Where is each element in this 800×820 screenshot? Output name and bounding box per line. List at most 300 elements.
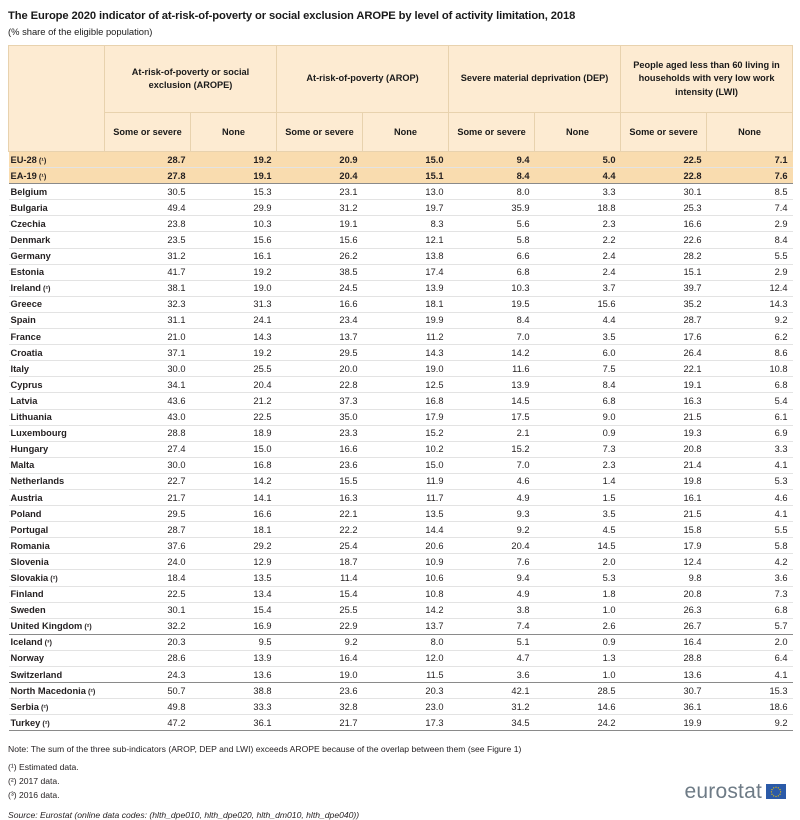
row-label: Turkey (²) xyxy=(9,715,105,731)
data-cell: 1.4 xyxy=(535,473,621,489)
data-cell: 21.0 xyxy=(105,329,191,345)
data-cell: 2.4 xyxy=(535,264,621,280)
data-cell: 4.2 xyxy=(707,554,793,570)
table-row xyxy=(9,232,793,248)
data-cell: 22.8 xyxy=(621,168,707,184)
data-cell: 20.4 xyxy=(277,168,363,184)
data-cell: 8.6 xyxy=(707,345,793,361)
data-cell: 19.1 xyxy=(621,377,707,393)
row-label: Malta xyxy=(9,457,105,473)
data-cell: 17.6 xyxy=(621,329,707,345)
data-cell: 22.5 xyxy=(105,586,191,602)
row-label: EU-28 (¹) xyxy=(9,152,105,168)
subheader-dep-none: None xyxy=(535,113,621,152)
data-cell: 16.1 xyxy=(621,489,707,505)
data-cell: 16.8 xyxy=(191,457,277,473)
data-cell: 23.4 xyxy=(277,312,363,328)
data-cell: 15.4 xyxy=(191,602,277,618)
data-cell: 9.5 xyxy=(191,634,277,650)
data-cell: 12.4 xyxy=(707,280,793,296)
data-cell: 11.6 xyxy=(449,361,535,377)
eurostat-wordmark: eurostat xyxy=(684,779,762,803)
data-cell: 32.8 xyxy=(277,699,363,715)
data-cell: 5.1 xyxy=(449,634,535,650)
data-cell: 35.9 xyxy=(449,200,535,216)
data-cell: 30.0 xyxy=(105,361,191,377)
data-cell: 19.9 xyxy=(621,715,707,731)
data-cell: 15.2 xyxy=(449,441,535,457)
data-cell: 11.7 xyxy=(363,489,449,505)
data-cell: 22.2 xyxy=(277,522,363,538)
subheader-dep-some: Some or severe xyxy=(449,113,535,152)
data-cell: 43.0 xyxy=(105,409,191,425)
data-cell: 19.0 xyxy=(191,280,277,296)
data-cell: 4.6 xyxy=(707,489,793,505)
data-cell: 15.6 xyxy=(535,296,621,312)
data-cell: 20.9 xyxy=(277,152,363,168)
data-cell: 24.2 xyxy=(535,715,621,731)
data-cell: 29.2 xyxy=(191,538,277,554)
data-cell: 20.6 xyxy=(363,538,449,554)
data-cell: 15.0 xyxy=(363,457,449,473)
row-label: Norway xyxy=(9,650,105,666)
data-cell: 38.1 xyxy=(105,280,191,296)
data-cell: 15.5 xyxy=(277,473,363,489)
data-cell: 17.4 xyxy=(363,264,449,280)
data-cell: 19.8 xyxy=(621,473,707,489)
data-cell: 2.6 xyxy=(535,618,621,634)
data-cell: 13.4 xyxy=(191,586,277,602)
data-cell: 4.4 xyxy=(535,312,621,328)
table-row xyxy=(9,538,793,554)
data-cell: 35.0 xyxy=(277,409,363,425)
data-cell: 31.2 xyxy=(449,699,535,715)
data-cell: 20.4 xyxy=(191,377,277,393)
data-cell: 4.9 xyxy=(449,586,535,602)
row-label: Denmark xyxy=(9,232,105,248)
data-cell: 14.2 xyxy=(363,602,449,618)
data-cell: 2.0 xyxy=(707,634,793,650)
data-cell: 36.1 xyxy=(191,715,277,731)
data-cell: 9.2 xyxy=(707,312,793,328)
table-row xyxy=(9,280,793,296)
data-cell: 19.0 xyxy=(277,667,363,683)
data-cell: 2.9 xyxy=(707,264,793,280)
table-row xyxy=(9,506,793,522)
data-cell: 11.5 xyxy=(363,667,449,683)
data-cell: 21.7 xyxy=(277,715,363,731)
subheader-lwi-some: Some or severe xyxy=(621,113,707,152)
source-line: Source: Eurostat (online data codes: (hlth_dpe010, hlth_dpe020, hlth_dm010, hlth_dpe040)) xyxy=(8,809,360,820)
data-cell: 10.8 xyxy=(363,586,449,602)
data-cell: 30.0 xyxy=(105,457,191,473)
data-cell: 28.2 xyxy=(621,248,707,264)
data-cell: 18.1 xyxy=(191,522,277,538)
data-cell: 3.7 xyxy=(535,280,621,296)
data-cell: 7.4 xyxy=(449,618,535,634)
data-cell: 23.6 xyxy=(277,457,363,473)
data-cell: 13.9 xyxy=(363,280,449,296)
data-cell: 22.7 xyxy=(105,473,191,489)
data-cell: 14.5 xyxy=(449,393,535,409)
data-cell: 6.8 xyxy=(449,264,535,280)
footnote-2: (²) 2017 data. xyxy=(8,776,60,786)
page-subtitle: (% share of the eligible population) xyxy=(8,26,153,37)
data-cell: 2.2 xyxy=(535,232,621,248)
data-cell: 6.0 xyxy=(535,345,621,361)
row-footnote-marker: (¹) xyxy=(36,171,47,181)
data-cell: 22.1 xyxy=(277,506,363,522)
data-cell: 9.2 xyxy=(277,634,363,650)
data-cell: 25.5 xyxy=(191,361,277,377)
data-cell: 14.3 xyxy=(191,329,277,345)
data-cell: 49.4 xyxy=(105,200,191,216)
row-footnote-marker: (¹) xyxy=(36,155,47,165)
data-cell: 16.9 xyxy=(191,618,277,634)
data-cell: 8.4 xyxy=(449,168,535,184)
data-cell: 24.1 xyxy=(191,312,277,328)
table-row xyxy=(9,634,793,650)
row-label: Portugal xyxy=(9,522,105,538)
data-cell: 15.6 xyxy=(191,232,277,248)
data-cell: 22.5 xyxy=(621,152,707,168)
data-cell: 2.0 xyxy=(535,554,621,570)
data-cell: 2.4 xyxy=(535,248,621,264)
data-cell: 0.9 xyxy=(535,634,621,650)
row-label: Switzerland xyxy=(9,667,105,683)
data-cell: 47.2 xyxy=(105,715,191,731)
data-cell: 7.6 xyxy=(449,554,535,570)
data-cell: 1.8 xyxy=(535,586,621,602)
data-cell: 16.6 xyxy=(277,441,363,457)
data-cell: 49.8 xyxy=(105,699,191,715)
row-footnote-marker: (²) xyxy=(82,622,92,632)
data-cell: 2.3 xyxy=(535,216,621,232)
data-cell: 11.4 xyxy=(277,570,363,586)
data-cell: 19.2 xyxy=(191,345,277,361)
data-cell: 30.1 xyxy=(105,602,191,618)
data-cell: 19.5 xyxy=(449,296,535,312)
row-label: Sweden xyxy=(9,602,105,618)
data-cell: 19.3 xyxy=(621,425,707,441)
data-cell: 18.8 xyxy=(535,200,621,216)
data-cell: 15.3 xyxy=(191,184,277,200)
data-cell: 13.7 xyxy=(277,329,363,345)
header-sub-row xyxy=(9,113,793,152)
data-cell: 4.1 xyxy=(707,667,793,683)
data-cell: 4.7 xyxy=(449,650,535,666)
header-corner-cell xyxy=(9,46,105,152)
data-cell: 15.0 xyxy=(191,441,277,457)
table-row xyxy=(9,715,793,731)
row-label: Luxembourg xyxy=(9,425,105,441)
data-cell: 26.3 xyxy=(621,602,707,618)
data-cell: 30.1 xyxy=(621,184,707,200)
subheader-arop-none: None xyxy=(363,113,449,152)
data-cell: 16.3 xyxy=(277,489,363,505)
data-cell: 28.8 xyxy=(621,650,707,666)
data-cell: 15.6 xyxy=(277,232,363,248)
row-label: Greece xyxy=(9,296,105,312)
data-cell: 37.1 xyxy=(105,345,191,361)
data-cell: 21.2 xyxy=(191,393,277,409)
data-cell: 13.9 xyxy=(449,377,535,393)
data-cell: 16.4 xyxy=(277,650,363,666)
data-cell: 8.0 xyxy=(449,184,535,200)
data-cell: 28.7 xyxy=(621,312,707,328)
row-label: France xyxy=(9,329,105,345)
table-row xyxy=(9,200,793,216)
data-cell: 25.4 xyxy=(277,538,363,554)
subheader-lwi-none: None xyxy=(707,113,793,152)
row-label: Ireland (²) xyxy=(9,280,105,296)
data-cell: 13.0 xyxy=(363,184,449,200)
arope-data-table xyxy=(8,45,793,731)
data-cell: 14.5 xyxy=(535,538,621,554)
table-row xyxy=(9,345,793,361)
data-cell: 13.6 xyxy=(621,667,707,683)
data-cell: 6.1 xyxy=(707,409,793,425)
data-cell: 28.6 xyxy=(105,650,191,666)
data-cell: 18.9 xyxy=(191,425,277,441)
page-title: The Europe 2020 indicator of at-risk-of-poverty or social exclusion AROPE by level of activity limitation, 2018 xyxy=(8,10,576,22)
data-cell: 5.0 xyxy=(535,152,621,168)
data-cell: 5.8 xyxy=(707,538,793,554)
data-cell: 5.7 xyxy=(707,618,793,634)
data-cell: 21.7 xyxy=(105,489,191,505)
row-label: Austria xyxy=(9,489,105,505)
data-cell: 22.9 xyxy=(277,618,363,634)
data-cell: 1.0 xyxy=(535,667,621,683)
row-label: Slovakia (²) xyxy=(9,570,105,586)
data-cell: 38.8 xyxy=(191,683,277,699)
data-cell: 3.3 xyxy=(707,441,793,457)
data-cell: 3.5 xyxy=(535,329,621,345)
data-cell: 41.7 xyxy=(105,264,191,280)
data-cell: 31.2 xyxy=(105,248,191,264)
data-cell: 10.3 xyxy=(191,216,277,232)
row-label: Croatia xyxy=(9,345,105,361)
row-label: Italy xyxy=(9,361,105,377)
table-row xyxy=(9,473,793,489)
row-label: EA-19 (¹) xyxy=(9,168,105,184)
data-cell: 20.0 xyxy=(277,361,363,377)
data-cell: 15.1 xyxy=(363,168,449,184)
row-label: Spain xyxy=(9,312,105,328)
data-cell: 29.5 xyxy=(277,345,363,361)
data-cell: 6.8 xyxy=(707,377,793,393)
data-cell: 31.2 xyxy=(277,200,363,216)
data-cell: 31.1 xyxy=(105,312,191,328)
data-cell: 10.3 xyxy=(449,280,535,296)
data-cell: 34.5 xyxy=(449,715,535,731)
table-row xyxy=(9,168,793,184)
data-cell: 22.6 xyxy=(621,232,707,248)
data-cell: 6.6 xyxy=(449,248,535,264)
row-label: Hungary xyxy=(9,441,105,457)
data-cell: 19.2 xyxy=(191,264,277,280)
data-cell: 22.8 xyxy=(277,377,363,393)
header-group-row xyxy=(9,46,793,113)
data-cell: 14.2 xyxy=(191,473,277,489)
table-row xyxy=(9,329,793,345)
subheader-arop-some: Some or severe xyxy=(277,113,363,152)
header-group-arope: At-risk-of-poverty or social exclusion (AROPE) xyxy=(105,46,277,113)
data-cell: 19.1 xyxy=(191,168,277,184)
data-cell: 16.3 xyxy=(621,393,707,409)
data-cell: 14.1 xyxy=(191,489,277,505)
row-footnote-marker: (³) xyxy=(42,638,52,648)
data-cell: 2.3 xyxy=(535,457,621,473)
data-cell: 15.3 xyxy=(707,683,793,699)
data-cell: 23.6 xyxy=(277,683,363,699)
data-cell: 21.5 xyxy=(621,506,707,522)
data-cell: 16.6 xyxy=(277,296,363,312)
row-label: Netherlands xyxy=(9,473,105,489)
header-group-dep: Severe material deprivation (DEP) xyxy=(449,46,621,113)
data-cell: 14.3 xyxy=(707,296,793,312)
row-label: Germany xyxy=(9,248,105,264)
data-cell: 18.7 xyxy=(277,554,363,570)
data-cell: 19.9 xyxy=(363,312,449,328)
table-header xyxy=(9,46,793,152)
data-cell: 39.7 xyxy=(621,280,707,296)
data-cell: 3.3 xyxy=(535,184,621,200)
row-label: Bulgaria xyxy=(9,200,105,216)
data-cell: 13.8 xyxy=(363,248,449,264)
data-cell: 32.2 xyxy=(105,618,191,634)
data-cell: 15.0 xyxy=(363,152,449,168)
row-footnote-marker: (²) xyxy=(38,702,49,712)
data-cell: 15.4 xyxy=(277,586,363,602)
row-label: Slovenia xyxy=(9,554,105,570)
data-cell: 16.4 xyxy=(621,634,707,650)
data-cell: 9.8 xyxy=(621,570,707,586)
data-cell: 34.1 xyxy=(105,377,191,393)
header-group-arop: At-risk-of-poverty (AROP) xyxy=(277,46,449,113)
data-cell: 4.4 xyxy=(535,168,621,184)
data-cell: 23.0 xyxy=(363,699,449,715)
data-cell: 5.4 xyxy=(707,393,793,409)
data-cell: 25.3 xyxy=(621,200,707,216)
data-cell: 27.4 xyxy=(105,441,191,457)
table-row xyxy=(9,425,793,441)
data-cell: 13.5 xyxy=(363,506,449,522)
data-cell: 16.1 xyxy=(191,248,277,264)
data-cell: 14.4 xyxy=(363,522,449,538)
data-cell: 29.5 xyxy=(105,506,191,522)
data-cell: 3.6 xyxy=(449,667,535,683)
data-cell: 23.5 xyxy=(105,232,191,248)
table-row xyxy=(9,393,793,409)
data-cell: 9.0 xyxy=(535,409,621,425)
data-cell: 21.4 xyxy=(621,457,707,473)
row-label: Romania xyxy=(9,538,105,554)
table-row xyxy=(9,699,793,715)
data-cell: 7.0 xyxy=(449,329,535,345)
data-cell: 6.8 xyxy=(535,393,621,409)
row-label: North Macedonia (²) xyxy=(9,683,105,699)
data-cell: 15.1 xyxy=(621,264,707,280)
data-cell: 4.1 xyxy=(707,506,793,522)
data-cell: 6.8 xyxy=(707,602,793,618)
data-cell: 13.5 xyxy=(191,570,277,586)
data-cell: 16.6 xyxy=(191,506,277,522)
table-row xyxy=(9,667,793,683)
data-cell: 17.9 xyxy=(363,409,449,425)
table-row xyxy=(9,618,793,634)
data-cell: 1.0 xyxy=(535,602,621,618)
data-cell: 3.5 xyxy=(535,506,621,522)
table-row xyxy=(9,441,793,457)
data-cell: 4.1 xyxy=(707,457,793,473)
footnote-3: (³) 2016 data. xyxy=(8,790,60,801)
data-cell: 13.7 xyxy=(363,618,449,634)
table-row xyxy=(9,361,793,377)
row-label: Cyprus xyxy=(9,377,105,393)
data-cell: 8.4 xyxy=(707,232,793,248)
data-cell: 8.4 xyxy=(449,312,535,328)
data-cell: 11.9 xyxy=(363,473,449,489)
data-cell: 17.5 xyxy=(449,409,535,425)
data-cell: 28.7 xyxy=(105,522,191,538)
data-cell: 7.1 xyxy=(707,152,793,168)
subheader-arope-some: Some or severe xyxy=(105,113,191,152)
row-label: Poland xyxy=(9,506,105,522)
data-cell: 9.3 xyxy=(449,506,535,522)
data-cell: 2.1 xyxy=(449,425,535,441)
data-cell: 22.1 xyxy=(621,361,707,377)
table-row xyxy=(9,409,793,425)
eurostat-logo xyxy=(685,779,786,804)
table-row xyxy=(9,184,793,200)
data-cell: 9.2 xyxy=(449,522,535,538)
data-cell: 18.4 xyxy=(105,570,191,586)
data-cell: 30.5 xyxy=(105,184,191,200)
data-cell: 8.5 xyxy=(707,184,793,200)
table-row xyxy=(9,650,793,666)
data-cell: 17.3 xyxy=(363,715,449,731)
data-cell: 11.2 xyxy=(363,329,449,345)
data-cell: 12.1 xyxy=(363,232,449,248)
row-footnote-marker: (²) xyxy=(85,686,96,696)
subheader-arope-none: None xyxy=(191,113,277,152)
data-cell: 27.8 xyxy=(105,168,191,184)
row-label: Czechia xyxy=(9,216,105,232)
data-cell: 7.5 xyxy=(535,361,621,377)
data-cell: 26.7 xyxy=(621,618,707,634)
table-footer xyxy=(8,731,792,820)
data-cell: 9.4 xyxy=(449,152,535,168)
data-cell: 38.5 xyxy=(277,264,363,280)
data-cell: 13.6 xyxy=(191,667,277,683)
data-cell: 15.8 xyxy=(621,522,707,538)
row-footnote-marker: (²) xyxy=(40,284,51,294)
row-label: Belgium xyxy=(9,184,105,200)
data-cell: 26.2 xyxy=(277,248,363,264)
data-cell: 7.4 xyxy=(707,200,793,216)
data-cell: 50.7 xyxy=(105,683,191,699)
data-cell: 4.5 xyxy=(535,522,621,538)
table-row xyxy=(9,586,793,602)
data-cell: 28.7 xyxy=(105,152,191,168)
data-cell: 16.8 xyxy=(363,393,449,409)
data-cell: 12.5 xyxy=(363,377,449,393)
data-cell: 5.3 xyxy=(707,473,793,489)
table-row xyxy=(9,377,793,393)
data-cell: 19.2 xyxy=(191,152,277,168)
data-cell: 19.0 xyxy=(363,361,449,377)
